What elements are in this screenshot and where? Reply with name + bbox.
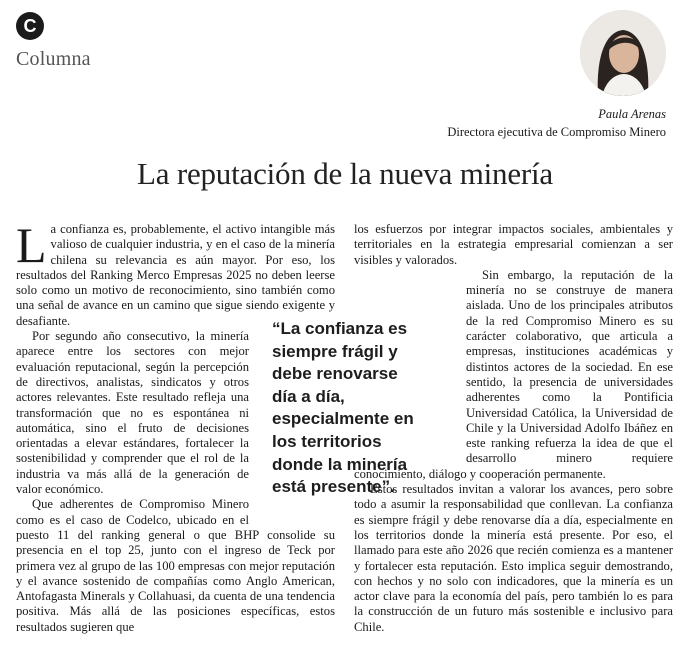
article-headline: La reputación de la nueva minería <box>136 156 553 191</box>
paragraph-5: Sin embargo, la reputación de la minería no se construye de manera aislada. Uno de los principales atributos de la red Compromiso Minero es su carácter colaborativo, que articula a empresas, instituciones académicas y distintos actores de la sociedad. En ese sentido, la presencia de universidades adherentes como la Pontificia Universidad Católica, la Universidad de Chile y la Universidad Adolfo Ibáñez en este ranking refuerza la idea de que el desarrollo minero requiere conocimiento, diálogo y cooperación permanente. <box>354 267 673 481</box>
drop-cap: L <box>16 217 47 273</box>
author-photo <box>580 10 666 96</box>
paragraph-1-text: a confianza es, probablemente, el activo intangible más valioso de cualquier industria, y en el caso de la minería chilena su relevancia es aún mayor. Por eso, los resultados del Ranking Merco Empresas 2025 no deben leerse solo como un motivo de reconocimiento, sino también como una señal de avance en un camino que sigue siendo exigente y desafiante. <box>16 222 335 328</box>
section-badge: C <box>16 12 44 40</box>
author-name: Paula Arenas <box>598 107 666 121</box>
paragraph-2: Por segundo año consecutivo, la minería aparece entre los sectores con mejor evaluación reputacional, según la percepción de directivos, analistas, sindicatos y otros actores relevantes. Este resultado refleja una transformación que no es espontánea ni automática, sino el fruto de decisiones orientadas a elevar estándares, fortalecer la sostenibilidad y comprender que el rol de la industria va más allá de la generación de valor económico. <box>16 329 249 497</box>
author-role: Directora ejecutiva de Compromiso Minero <box>447 125 666 139</box>
section-label: Columna <box>16 48 91 70</box>
author-portrait-icon <box>580 10 666 96</box>
paragraph-4: los esfuerzos por integrar impactos sociales, ambientales y territoriales en la estrategia empresarial comienzan a ser visibles y valorados. <box>354 222 673 267</box>
paragraph-6: Estos resultados invitan a valorar los avances, pero sobre todo a asumir la responsabilidad que conllevan. La confianza es siempre frágil y debe renovarse día a día, especialmente en los territorios donde la minería está presente. Por eso, el llamado para este año 2026 que recién comienza es a mantener y fortalecer esta reputación. Esto implica seguir demostrando, con hechos y no solo con indicadores, que la minería es un actor clave para la economía del país, pero también lo es para la construcción de un futuro más sostenible e inclusivo para Chile. <box>354 482 673 634</box>
pull-quote: “La confianza es siempre frágil y debe renovarse día a día, especialmente en los territorios donde la minería está presente”. <box>272 319 414 497</box>
paragraph-3: Que adherentes de Compromiso Minero como es el caso de Codelco, ubicado en el puesto 11 del ranking general o que BHP consolide su presencia en el top 25, junto con el ingreso de Teck por primera vez al grupo de las 100 empresas con mejor reputación y el avance sostenido de compañías como Anglo American, Antofagasta Minerals y Collahuasi, da cuenta de una tendencia positiva. Más allá de las posiciones específicas, estos resultados sugieren que <box>16 497 335 634</box>
paragraph-1 <box>16 217 335 329</box>
